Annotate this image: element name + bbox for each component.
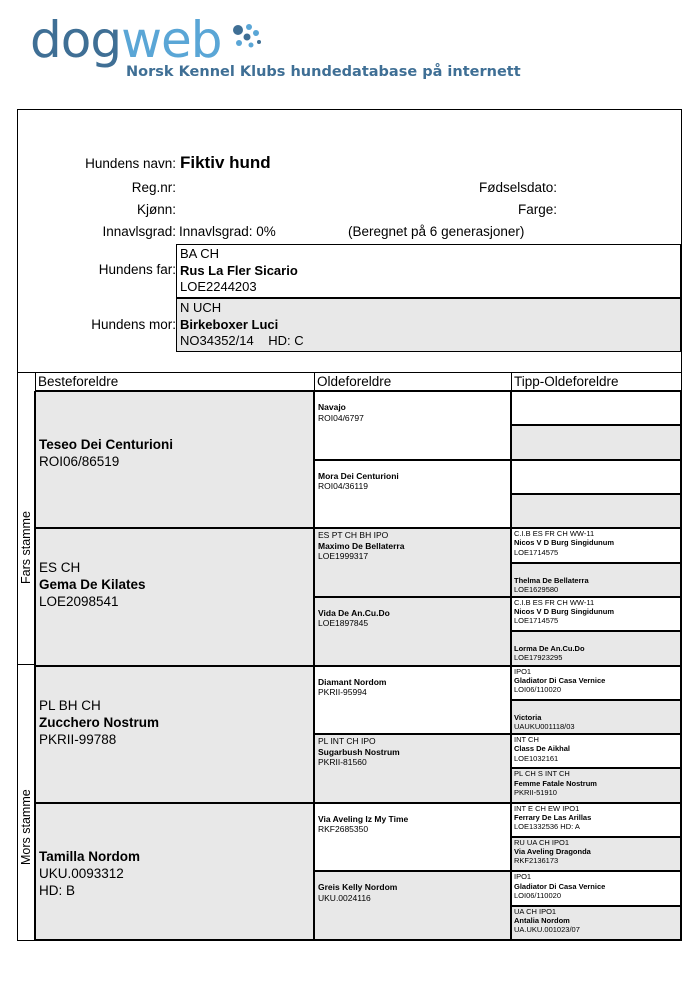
- great-grandparent-cell-name: Maximo De Bellaterra: [318, 540, 405, 551]
- great-great-grandparent-cell-title: INT CH: [514, 735, 539, 745]
- great-grandparent-cell-content: [318, 804, 510, 835]
- great-great-grandparent-cell: [511, 528, 681, 562]
- great-great-grandparent-cell-reg: LOE1714575: [514, 616, 559, 626]
- great-grandparent-cell-content: [318, 735, 510, 768]
- great-great-grandparent-cell: [511, 803, 681, 837]
- mother-box: [176, 298, 681, 352]
- fars-stamme-sidebar: [18, 391, 35, 664]
- great-great-grandparent-cell-name: Antalia Nordom: [514, 915, 570, 925]
- father-box: [176, 244, 681, 298]
- great-great-grandparent-cell-content: [514, 769, 680, 797]
- fars-stamme-label: Fars stamme: [19, 511, 33, 584]
- color-label: Farge:: [517, 202, 557, 217]
- great-great-grandparent-cell-title: IPO1: [514, 872, 532, 882]
- great-great-grandparent-cell-reg: LOE1332536 HD: A: [514, 822, 580, 832]
- mother-reg-line: [180, 333, 680, 350]
- great-grandparent-cell: [314, 597, 511, 666]
- great-great-grandparent-cell-content: [514, 872, 680, 900]
- grandparent-cell-content: [39, 667, 313, 748]
- regnr-label: Reg.nr:: [131, 180, 176, 195]
- great-great-grandparent-cell-reg: LOE1629580: [514, 584, 559, 594]
- great-great-grandparent-cell-name: Lorma De An.Cu.Do: [514, 644, 585, 654]
- great-great-grandparent-cell-reg: UAUKU001118/03: [514, 722, 575, 732]
- father-title: BA CH: [180, 246, 220, 261]
- grandparent-cell-reg: ROI06/86519: [39, 454, 120, 469]
- great-great-grandparent-cell-title: UA CH IPO1: [514, 906, 557, 916]
- great-great-grandparent-cell-content: [514, 529, 680, 557]
- great-great-grandparent-cell-name: Victoria: [514, 712, 542, 722]
- great-great-grandparent-cell-name: Gladiator Di Casa Vernice: [514, 675, 606, 685]
- great-great-grandparent-cell: [511, 494, 681, 528]
- grandparent-cell-title: PL BH CH: [39, 697, 101, 713]
- great-great-grandparent-cell-reg: RKF2136173: [514, 856, 559, 866]
- great-grandparent-cell: [314, 460, 511, 529]
- great-great-grandparent-cell-name: Nicos V D Burg Singidunum: [514, 607, 615, 617]
- mother-reg: NO34352/14: [180, 333, 254, 348]
- great-great-grandparent-cell-reg: UA.UKU.001023/07: [514, 925, 580, 935]
- great-grandparent-cell: [314, 803, 511, 872]
- grandparent-cell: [35, 391, 314, 528]
- great-grandparent-cell-reg: RKF2685350: [318, 824, 369, 835]
- grandparent-cell-name: Tamilla Nordom: [39, 848, 141, 864]
- great-great-grandparent-cell: [511, 666, 681, 700]
- great-grandparent-cell: [314, 666, 511, 735]
- great-great-grandparent-cell-title: IPO1: [514, 666, 532, 676]
- column-header-great-grandparents: Oldeforeldre: [314, 372, 511, 391]
- great-grandparent-cell-name: Vida De An.Cu.Do: [318, 607, 390, 618]
- great-great-grandparent-cell-content: [514, 838, 680, 866]
- great-great-grandparent-cell: [511, 700, 681, 734]
- great-great-grandparent-cell-content: [514, 701, 680, 731]
- mother-title: N UCH: [180, 300, 222, 315]
- great-great-grandparent-cell-name: Via Aveling Dragonda: [514, 847, 591, 857]
- logo-wordmark: dogweb: [30, 11, 222, 69]
- great-great-grandparent-cell: [511, 734, 681, 768]
- great-great-grandparent-cell-title: C.I.B ES FR CH WW-11: [514, 529, 595, 539]
- great-great-grandparent-cell-reg: LOI06/110020: [514, 890, 561, 900]
- pedigree-table: [18, 372, 681, 940]
- great-grandparent-cell-content: [318, 667, 510, 698]
- father-name: Rus La Fler Sicario: [180, 262, 298, 278]
- great-grandparent-cell-name: Via Aveling Iz My Time: [318, 813, 409, 824]
- great-great-grandparent-cell-name: Ferrary De Las Arillas: [514, 812, 592, 822]
- great-grandparent-cell: [314, 528, 511, 597]
- great-grandparent-cell-title: PL INT CH IPO: [318, 736, 376, 747]
- divider: [35, 372, 36, 391]
- grandparent-cell: [35, 666, 314, 803]
- great-great-grandparent-cell-content: [514, 667, 680, 695]
- mors-stamme-label: Mors stamme: [19, 789, 33, 865]
- great-grandparent-cell-reg: UKU.0024116: [318, 892, 371, 903]
- divider: [314, 372, 315, 391]
- great-great-grandparent-cell: [511, 906, 681, 940]
- great-great-grandparent-cell: [511, 871, 681, 905]
- grandparent-cell: [35, 803, 314, 940]
- great-great-grandparent-cell-name: Gladiator Di Casa Vernice: [514, 881, 606, 891]
- column-header-grandparents: Besteforeldre: [35, 372, 314, 391]
- great-grandparent-cell: [314, 734, 511, 803]
- grandparent-cell-content: [39, 392, 313, 470]
- great-grandparent-cell-name: Diamant Nordom: [318, 676, 387, 687]
- grandparent-cell: [35, 528, 314, 665]
- great-grandparent-cell-content: [318, 461, 510, 492]
- great-great-grandparent-cell-name: Class De Aikhal: [514, 744, 570, 754]
- great-great-grandparent-cell-name: Nicos V D Burg Singidunum: [514, 538, 615, 548]
- great-grandparent-cell-reg: LOE1999317: [318, 551, 369, 562]
- great-great-grandparent-cell-reg: LOI06/110020: [514, 684, 561, 694]
- great-great-grandparent-cell: [511, 597, 681, 631]
- dogweb-logo: [30, 11, 521, 84]
- great-grandparent-cell-name: Sugarbush Nostrum: [318, 746, 400, 757]
- grandparent-cell-reg: UKU.0093312: [39, 865, 124, 881]
- great-great-grandparent-cell-title: RU UA CH IPO1: [514, 838, 570, 848]
- great-grandparent-cell-reg: PKRII-95994: [318, 687, 367, 697]
- great-grandparent-cell-reg: PKRII-81560: [318, 757, 367, 768]
- great-grandparent-cell-name: Greis Kelly Nordom: [318, 882, 398, 893]
- grandparent-cell-name: Teseo Dei Centurioni: [39, 437, 174, 452]
- mother-label: Hundens mor:: [91, 317, 176, 332]
- great-great-grandparent-cell: [511, 425, 681, 459]
- great-great-grandparent-cell-title: PL CH S INT CH: [514, 769, 570, 779]
- mother-name: Birkeboxer Luci: [180, 316, 279, 332]
- great-grandparent-cell-title: ES PT CH BH IPO: [318, 530, 389, 541]
- great-grandparent-cell-content: [318, 872, 510, 903]
- great-great-grandparent-cell-content: [514, 735, 680, 763]
- great-grandparent-cell-name: Navajo: [318, 402, 346, 412]
- great-great-grandparent-cell-content: [514, 598, 680, 626]
- grandparent-cell-content: [39, 529, 313, 610]
- great-great-grandparent-cell-name: Thelma De Bellaterra: [514, 575, 589, 585]
- father-label: Hundens far:: [98, 262, 176, 277]
- great-grandparent-cell-reg: ROI04/6797: [318, 412, 364, 423]
- logo-dots-icon: [230, 22, 264, 52]
- inbreeding-value: Innavlsgrad: 0%: [179, 224, 276, 239]
- great-grandparent-cell: [314, 391, 511, 460]
- great-grandparent-cell-reg: ROI04/36119: [318, 481, 368, 492]
- great-great-grandparent-cell: [511, 563, 681, 597]
- grandparent-cell-title: ES CH: [39, 560, 81, 576]
- inbreeding-note: (Beregnet på 6 generasjoner): [348, 224, 525, 239]
- great-great-grandparent-cell-reg: PKRII-51910: [514, 787, 557, 797]
- great-great-grandparent-cell-content: [514, 632, 680, 662]
- father-reg: LOE2244203: [180, 279, 257, 294]
- great-great-grandparent-cell: [511, 631, 681, 665]
- great-great-grandparent-cell: [511, 391, 681, 425]
- great-grandparent-cell-content: [318, 392, 510, 423]
- great-great-grandparent-cell-reg: LOE1032161: [514, 753, 559, 763]
- grandparent-cell-name: Zucchero Nostrum: [39, 714, 160, 730]
- pedigree-document: [17, 109, 682, 941]
- logo-tagline: Norsk Kennel Klubs hundedatabase på internett: [126, 64, 521, 80]
- great-grandparent-cell-name: Mora Dei Centurioni: [318, 470, 399, 481]
- great-grandparent-cell-content: [318, 529, 510, 562]
- grandparent-cell-name: Gema De Kilates: [39, 577, 146, 593]
- inbreeding-label: Innavlsgrad:: [102, 224, 176, 239]
- grandparent-cell-hd: HD: B: [39, 882, 76, 898]
- dog-name: Fiktiv hund: [180, 153, 271, 172]
- great-great-grandparent-cell: [511, 837, 681, 871]
- great-great-grandparent-cell-reg: LOE17923295: [514, 653, 563, 663]
- great-great-grandparent-cell-content: [514, 564, 680, 594]
- great-grandparent-cell: [314, 871, 511, 940]
- great-great-grandparent-cell-name: Femme Fatale Nostrum: [514, 778, 597, 788]
- great-great-grandparent-cell-content: [514, 907, 680, 935]
- grandparent-cell-reg: LOE2098541: [39, 594, 119, 610]
- divider: [511, 372, 512, 391]
- grandparent-cell-content: [39, 804, 313, 899]
- birthdate-label: Fødselsdato:: [478, 180, 557, 195]
- great-great-grandparent-cell: [511, 460, 681, 494]
- grandparent-cell-reg: PKRII-99788: [39, 731, 117, 747]
- name-label: Hundens navn:: [85, 156, 176, 171]
- great-great-grandparent-cell: [511, 768, 681, 802]
- mother-hd: HD: C: [268, 333, 304, 348]
- mors-stamme-sidebar: [18, 664, 35, 940]
- great-great-grandparent-cell-title: INT E CH EW IPO1: [514, 803, 580, 813]
- great-grandparent-cell-reg: LOE1897845: [318, 618, 369, 629]
- sex-label: Kjønn:: [136, 202, 176, 217]
- great-great-grandparent-cell-title: C.I.B ES FR CH WW-11: [514, 597, 595, 607]
- great-great-grandparent-cell-reg: LOE1714575: [514, 547, 559, 557]
- great-great-grandparent-cell-content: [514, 804, 680, 832]
- column-header-great-great-grandparents: Tipp-Oldeforeldre: [511, 372, 681, 391]
- great-grandparent-cell-content: [318, 598, 510, 629]
